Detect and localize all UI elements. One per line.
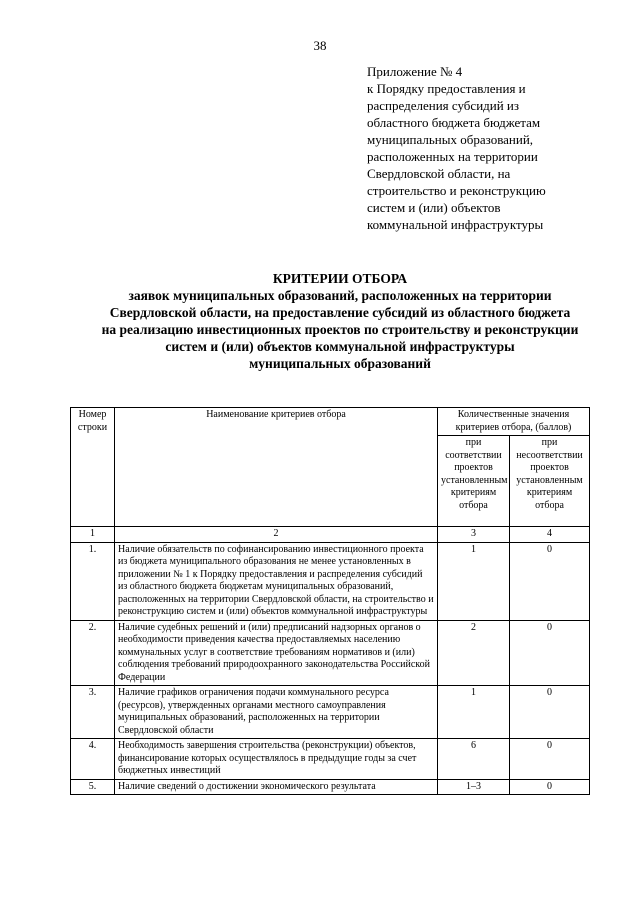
criterion-text: Наличие графиков ограничения подачи коммунального ресурса (ресурсов), утвержденных органами местного самоуправления муниципальных образований, расположенных на территории Свердловской области <box>115 686 438 739</box>
header-compliant: при соответствии проектов установленным критериям отбора <box>438 436 510 527</box>
row-number: 3. <box>71 686 115 739</box>
appendix-line: распределения субсидий из <box>367 98 520 113</box>
appendix-line: к Порядку предоставления и <box>367 81 526 96</box>
table-row <box>71 779 590 795</box>
header-row-number: Номер строки <box>71 408 115 527</box>
column-number: 4 <box>510 527 590 543</box>
compliant-score: 2 <box>438 620 510 686</box>
column-number: 1 <box>71 527 115 543</box>
document-title <box>60 270 620 372</box>
criteria-table <box>70 407 590 795</box>
row-number: 1. <box>71 542 115 620</box>
row-number: 2. <box>71 620 115 686</box>
compliant-score: 1 <box>438 686 510 739</box>
appendix-note <box>367 63 617 233</box>
noncompliant-score: 0 <box>510 620 590 686</box>
appendix-line: систем и (или) объектов <box>367 200 501 215</box>
appendix-line: Приложение № 4 <box>367 64 463 79</box>
appendix-line: Свердловской области, на <box>367 166 511 181</box>
noncompliant-score: 0 <box>510 686 590 739</box>
criterion-text: Наличие сведений о достижении экономического результата <box>115 779 438 795</box>
table-row <box>71 739 590 780</box>
title-line: заявок муниципальных образований, расположенных на территории <box>128 288 552 303</box>
column-number: 2 <box>115 527 438 543</box>
table-header-row <box>71 408 590 436</box>
header-criterion-name: Наименование критериев отбора <box>115 408 438 527</box>
column-number: 3 <box>438 527 510 543</box>
table-row <box>71 686 590 739</box>
title-heading: КРИТЕРИИ ОТБОРА <box>272 271 408 286</box>
title-line: систем и (или) объектов коммунальной инфраструктуры <box>165 339 515 354</box>
table-row <box>71 542 590 620</box>
header-noncompliant: при несоответствии проектов установленным критериям отбора <box>510 436 590 527</box>
compliant-score: 6 <box>438 739 510 780</box>
title-line: муниципальных образований <box>249 356 431 371</box>
compliant-score: 1–3 <box>438 779 510 795</box>
criterion-text: Наличие судебных решений и (или) предписаний надзорных органов о необходимости приведения качества предоставляемых населению коммунальных услуг в соответствие требованиям нормативов и (или) соблюдения требований природоохранного законодательства Российской Федерации <box>115 620 438 686</box>
noncompliant-score: 0 <box>510 779 590 795</box>
appendix-line: коммунальной инфраструктуры <box>367 217 544 232</box>
compliant-score: 1 <box>438 542 510 620</box>
criterion-text: Необходимость завершения строительства (реконструкции) объектов, финансирование которых осуществлялось в предыдущие годы за счет бюджетных инвестиций <box>115 739 438 780</box>
table-row <box>71 620 590 686</box>
noncompliant-score: 0 <box>510 542 590 620</box>
page-number: 38 <box>313 38 327 53</box>
appendix-line: строительство и реконструкцию <box>367 183 546 198</box>
appendix-line: расположенных на территории <box>367 149 538 164</box>
row-number: 4. <box>71 739 115 780</box>
row-number: 5. <box>71 779 115 795</box>
appendix-line: областного бюджета бюджетам <box>367 115 541 130</box>
appendix-line: муниципальных образований, <box>367 132 534 147</box>
noncompliant-score: 0 <box>510 739 590 780</box>
column-number-row <box>71 527 590 543</box>
title-line: Свердловской области, на предоставление субсидий из областного бюджета <box>109 305 571 320</box>
criterion-text: Наличие обязательств по софинансированию инвестиционного проекта из бюджета муниципального образования не менее установленных в приложении № 1 к Порядку предоставления и распределения субсидий из областного бюджета бюджетам муниципальных образований, расположенных на территории Свердловской области, на строительство и реконструкцию систем и (или) объектов коммунальной инфраструктуры <box>115 542 438 620</box>
title-line: на реализацию инвестиционных проектов по строительству и реконструкции <box>101 322 579 337</box>
header-values-group: Количественные значения критериев отбора, (баллов) <box>438 408 590 436</box>
